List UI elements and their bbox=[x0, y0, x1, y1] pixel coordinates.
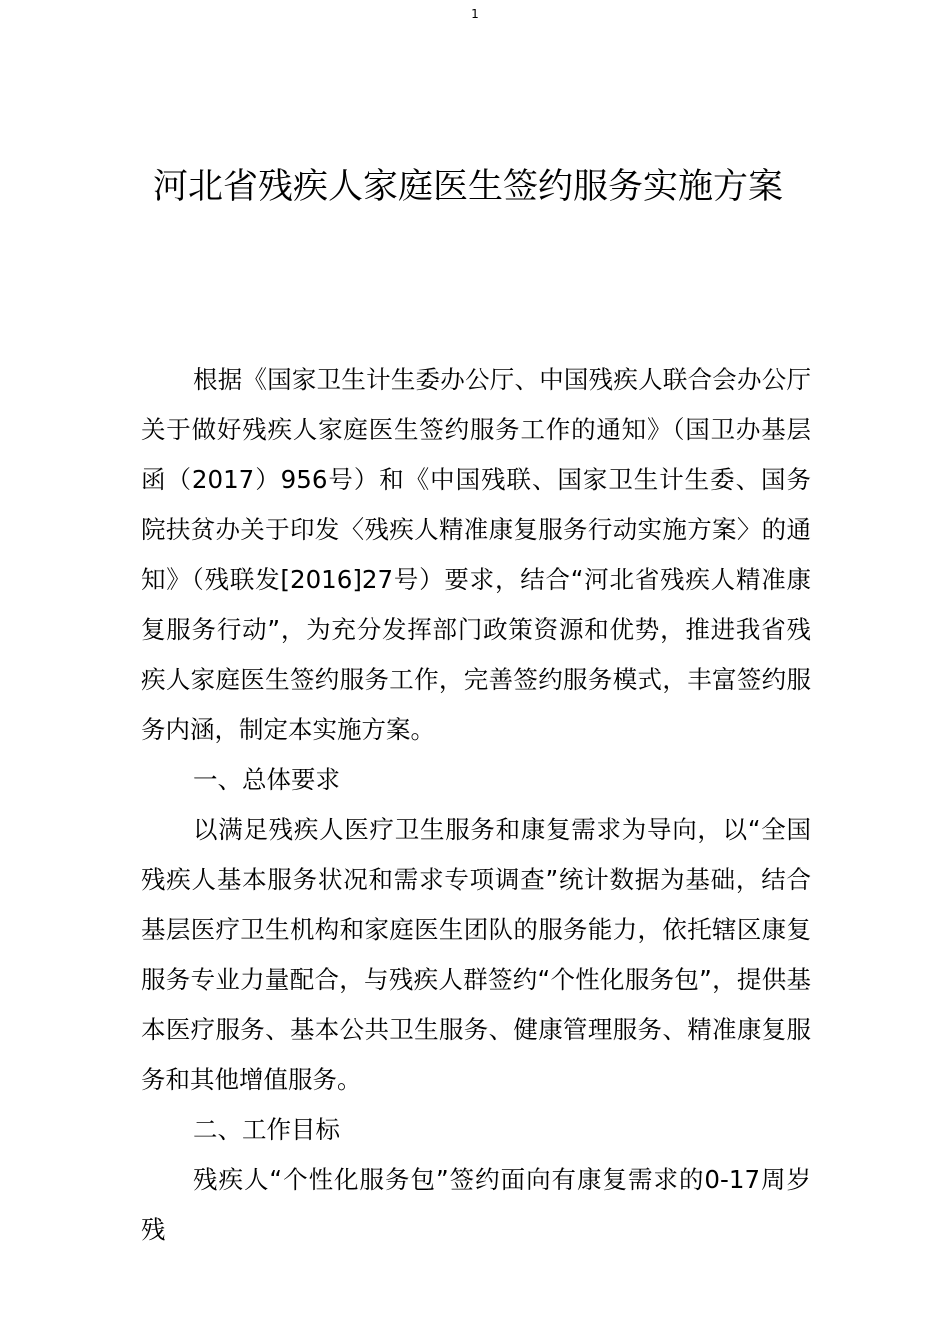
work-goals-paragraph: 残疾人“个性化服务包”签约面向有康复需求的0-17周岁残 bbox=[141, 1165, 811, 1244]
page-number: 1 bbox=[471, 7, 479, 21]
document-body bbox=[141, 355, 811, 1255]
document-title: 河北省残疾人家庭医生签约服务实施方案 bbox=[153, 167, 784, 207]
intro-paragraph: 根据《国家卫生计生委办公厅、中国残疾人联合会办公厅关于做好残疾人家庭医生签约服务工作的通知》（国卫办基层函（2017）956号）和《中国残联、国家卫生计生委、国务院扶贫办关于印发〈残疾人精准康复服务行动实施方案〉的通知》（残联发[2016]27号）要求，结合“河北省残疾人精准康复服务行动”，为充分发挥部门政策资源和优势，推进我省残疾人家庭医生签约服务工作，完善签约服务模式，丰富签约服务内涵，制定本实施方案。 bbox=[141, 365, 811, 744]
general-requirements-paragraph: 以满足残疾人医疗卫生服务和康复需求为导向，以“全国残疾人基本服务状况和需求专项调查”统计数据为基础，结合基层医疗卫生机构和家庭医生团队的服务能力，依托辖区康复服务专业力量配合，与残疾人群签约“个性化服务包”，提供基本医疗服务、基本公共卫生服务、健康管理服务、精准康复服务和其他增值服务。 bbox=[141, 815, 811, 1094]
section-heading-general-requirements: 一、总体要求 bbox=[193, 765, 340, 794]
section-heading-work-goals: 二、工作目标 bbox=[193, 1115, 340, 1144]
